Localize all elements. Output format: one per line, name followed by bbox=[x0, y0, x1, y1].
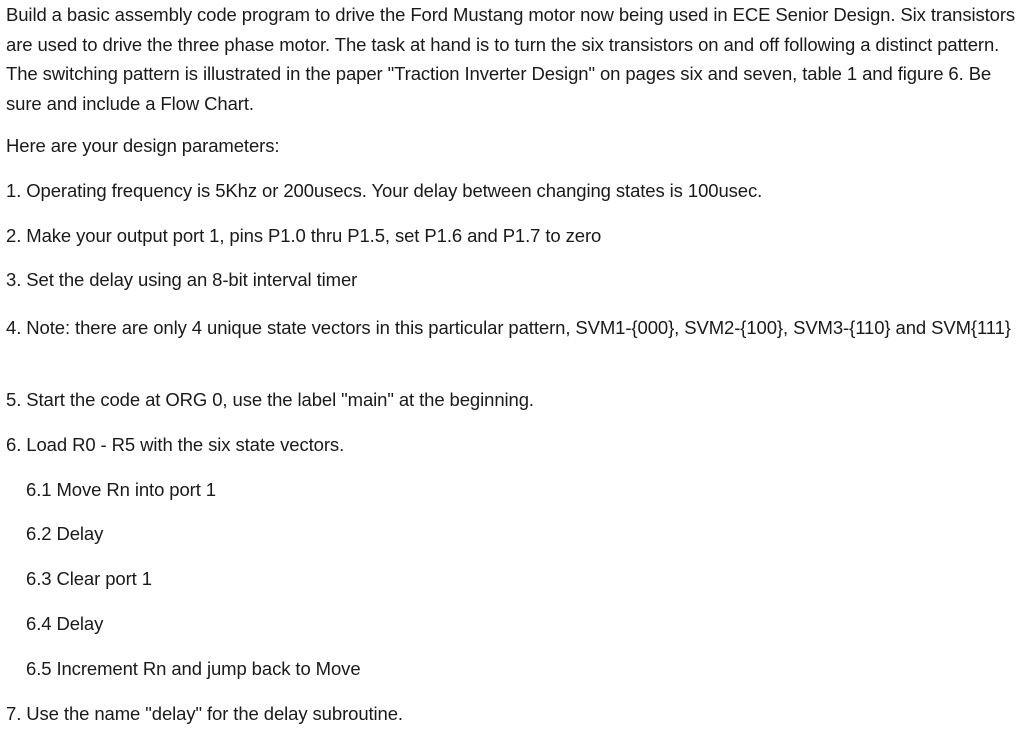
intro-paragraph: Build a basic assembly code program to drive the Ford Mustang motor now being used in ECE Senior Design. Six transistors are used to drive the three phase motor. The task at hand is to turn the six transistors on and off following a distinct pattern. The switching pattern is illustrated in the paper "Traction Inverter Design" on pages six and seven, table 1 and figure 6. Be sure and include a Flow Chart. bbox=[6, 4, 1016, 114]
sub-list-item: 6.3 Clear port 1 bbox=[26, 568, 152, 589]
sub-list-item: 6.1 Move Rn into port 1 bbox=[26, 479, 216, 500]
list-item: 7. Use the name "delay" for the delay subroutine. bbox=[6, 703, 403, 724]
sub-list-item: 6.5 Increment Rn and jump back to Move bbox=[26, 658, 361, 679]
parameters-heading: Here are your design parameters: bbox=[6, 135, 280, 156]
list-item: 2. Make your output port 1, pins P1.0 thru P1.5, set P1.6 and P1.7 to zero bbox=[6, 225, 602, 246]
list-item: 5. Start the code at ORG 0, use the label "main" at the beginning. bbox=[6, 389, 534, 410]
list-item: 6. Load R0 - R5 with the six state vectors. bbox=[6, 434, 345, 455]
sub-list-item: 6.4 Delay bbox=[26, 613, 104, 634]
sub-list-item: 6.2 Delay bbox=[26, 523, 104, 544]
list-item: 1. Operating frequency is 5Khz or 200usecs. Your delay between changing states is 100usec. bbox=[6, 180, 763, 201]
list-item: 4. Note: there are only 4 unique state vectors in this particular pattern, SVM1-{000}, SVM2-{100}, SVM3-{110} and SVM{111} bbox=[6, 317, 1011, 338]
list-item: 3. Set the delay using an 8-bit interval timer bbox=[6, 269, 358, 290]
